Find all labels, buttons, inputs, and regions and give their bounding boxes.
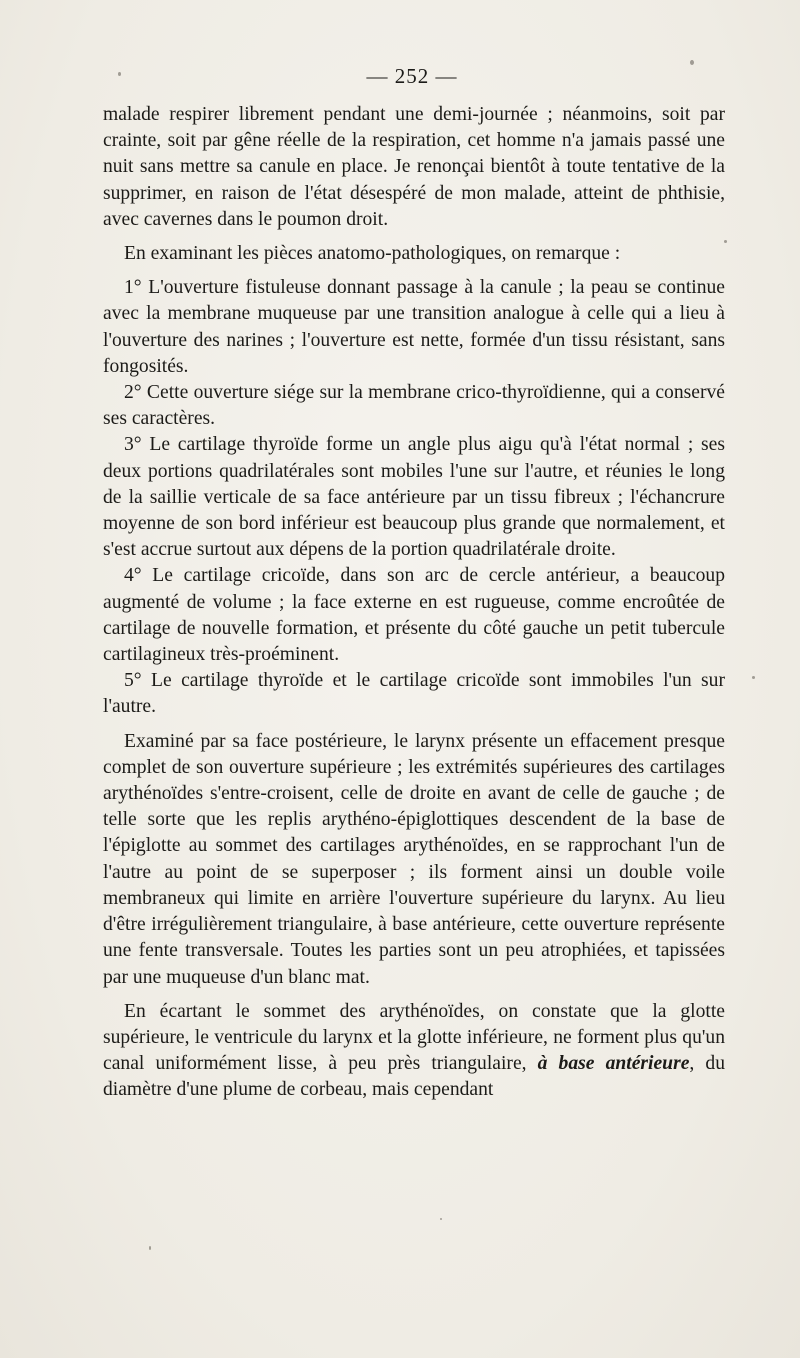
- paragraph-item-4: 4° Le cartilage cricoïde, dans son arc de cercle antérieur, a beaucoup augmenté de volume ; la face externe en est rugueuse, comme encroûtée de cartilage de nouvelle formation, et présente du côté gauche un petit tubercule cartilagineux très-proéminent.: [103, 565, 725, 666]
- paragraph-item-3: 3° Le cartilage thyroïde forme un angle plus aigu qu'à l'état normal ; ses deux portions quadrilatérales sont mobiles l'une sur l'autre, et réunies le long de la saillie verticale de sa face antérieure par un tissu fibreux ; l'échancrure moyenne de son bord inférieur est beaucoup plus grande que normalement, et s'est accrue surtout aux dépens de la portion quadrilatérale droite.: [103, 434, 725, 561]
- paper-speck: [149, 1246, 151, 1250]
- page-number: — 252 —: [366, 64, 458, 88]
- glottis-emphasis: à base antérieure: [537, 1053, 690, 1075]
- paragraph-examination-intro: En examinant les pièces anatomo-pathologiques, on remarque :: [124, 243, 621, 265]
- glottis-text-after: , du diamètre d'une plume de corbeau, mais cependant: [103, 1053, 726, 1101]
- body-text: [103, 102, 725, 1104]
- paragraph-item-5: 5° Le cartilage thyroïde et le cartilage cricoïde sont immobiles l'un sur l'autre.: [103, 670, 725, 718]
- paragraph-item-1: 1° L'ouverture fistuleuse donnant passage à la canule ; la peau se continue avec la membrane muqueuse par une transition analogue à celle qui a lieu à l'ouverture des narines ; l'ouverture est nette, formée d'un tissu résistant, sans fongosités.: [103, 277, 725, 377]
- paper-speck: [440, 1218, 442, 1220]
- paragraph-continuation: malade respirer librement pendant une demi-journée ; néanmoins, soit par crainte, soit par gêne réelle de la respiration, cet homme n'a jamais passé une nuit sans mettre sa canule en place. Je renonçai bientôt à toute tentative de la supprimer, en raison de l'état désespéré de mon malade, atteint de phthisie, avec cavernes dans le poumon droit.: [103, 104, 725, 230]
- paper-speck: [690, 60, 694, 65]
- paragraph-glottis: [103, 999, 725, 1104]
- paragraph-item-2: 2° Cette ouverture siége sur la membrane crico-thyroïdienne, qui a conservé ses caractères.: [103, 382, 725, 430]
- glottis-text-before: En écartant le sommet des arythénoïdes, on constate que la glotte supérieure, le ventricule du larynx et la glotte inférieure, ne forment plus qu'un canal uniformément lisse, à peu près triangulaire,: [103, 1000, 725, 1075]
- paper-speck: [724, 240, 727, 243]
- paper-speck: [752, 676, 755, 679]
- paragraph-posterior-face: Examiné par sa face postérieure, le larynx présente un effacement presque complet de son ouverture supérieure ; les extrémités supérieures des cartilages arythénoïdes s'entre-croisent, celle de droite en avant de celle de gauche ; de telle sorte que les replis arythéno-épiglottiques descendent de la base de l'épiglotte au sommet des cartilages arythénoïdes, en se rapprochant l'un de l'autre au point de se superposer ; ils forment ainsi un double voile membraneux qui limite en arrière l'ouverture supérieure du larynx. Au lieu d'être irrégulièrement triangulaire, à base antérieure, cette ouverture représente une fente transversale. Toutes les parties sont un peu atrophiées, et tapissées par une muqueuse d'un blanc mat.: [103, 730, 725, 988]
- paper-speck: [118, 72, 121, 76]
